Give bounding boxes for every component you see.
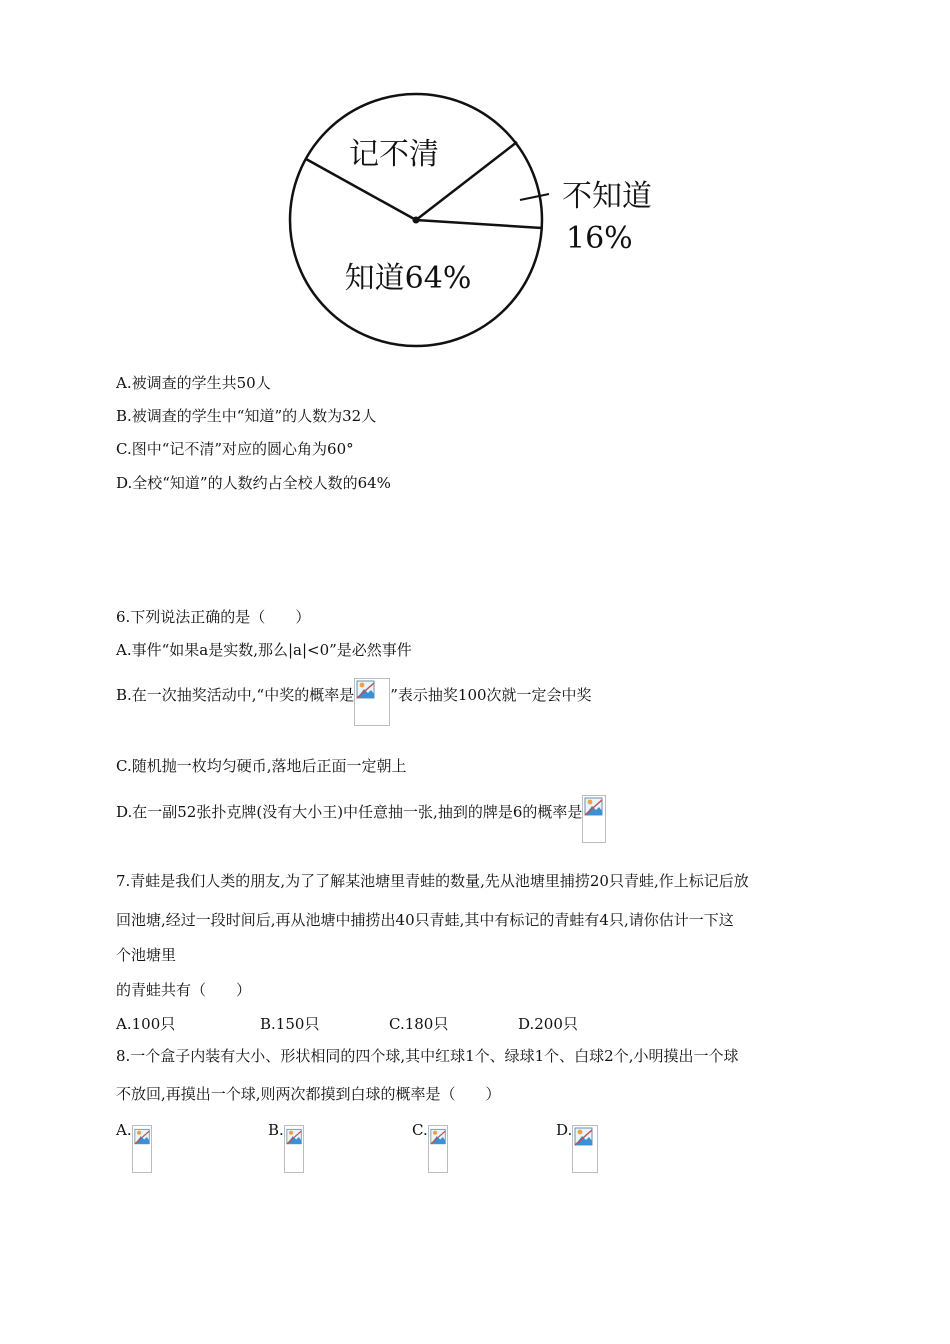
q8-option-c-label: C. [412, 1121, 428, 1139]
slice-label-unknown-name: 不知道 [562, 179, 652, 214]
q6-option-d-text: D.在一副52张扑克牌(没有大小王)中任意抽一张,抽到的牌是6的概率是 [116, 803, 583, 821]
broken-image-icon [582, 795, 606, 843]
q8-option-a [116, 1121, 152, 1173]
pie-chart [284, 92, 668, 350]
q6-option-a: A.事件“如果a是实数,那么|a|<0”是必然事件 [116, 641, 412, 659]
q6-option-b-text-before: B.在一次抽奖活动中,“中奖的概率是 [116, 686, 355, 704]
q7-option-b: B.150只 [260, 1015, 320, 1033]
q7-option-c: C.180只 [389, 1015, 449, 1033]
broken-image-icon [354, 678, 390, 726]
q6-option-c: C.随机抛一枚均匀硬币,落地后正面一定朝上 [116, 757, 407, 775]
q7-line-4: 的青蛙共有（ ） [116, 981, 252, 999]
slice-label-unclear: 记不清 [349, 137, 439, 172]
q5-option-c: C.图中“记不清”对应的圆心角为60° [116, 440, 354, 458]
q8-line-1: 8.一个盒子内装有大小、形状相同的四个球,其中红球1个、绿球1个、白球2个,小明摸出一个球 [116, 1047, 739, 1065]
pie-center-dot [413, 217, 420, 224]
broken-image-icon [132, 1125, 152, 1173]
q8-option-c [412, 1121, 448, 1173]
q7-line-1: 7.青蛙是我们人类的朋友,为了了解某池塘里青蛙的数量,先从池塘里捕捞20只青蛙,作上标记后放 [116, 872, 749, 890]
q7-option-a: A.100只 [116, 1015, 176, 1033]
q8-option-b-label: B. [268, 1121, 284, 1139]
slice-label-known: 知道64% [344, 261, 472, 296]
q5-option-a: A.被调查的学生共50人 [116, 374, 271, 392]
broken-image-icon [572, 1125, 598, 1173]
q8-option-d [556, 1121, 598, 1173]
q7-line-2: 回池塘,经过一段时间后,再从池塘中捕捞出40只青蛙,其中有标记的青蛙有4只,请你估计一下这 [116, 911, 734, 929]
pie-chart-figure [284, 92, 668, 350]
q5-option-b: B.被调查的学生中“知道”的人数为32人 [116, 407, 377, 425]
q7-line-3: 个池塘里 [116, 946, 177, 964]
q8-option-b [268, 1121, 304, 1173]
q6-option-d [116, 801, 606, 843]
pie-leader-line [520, 194, 549, 200]
slice-label-unknown-pct: 16% [566, 221, 633, 256]
q8-option-a-label: A. [116, 1121, 132, 1139]
broken-image-icon [284, 1125, 304, 1173]
q8-line-2: 不放回,再摸出一个球,则两次都摸到白球的概率是（ ） [116, 1085, 501, 1103]
q6-option-b-text-after: ”表示抽奖100次就一定会中奖 [390, 686, 592, 704]
broken-image-icon [428, 1125, 448, 1173]
q8-option-d-label: D. [556, 1121, 573, 1139]
q5-option-d: D.全校“知道”的人数约占全校人数的64% [116, 474, 391, 492]
q6-stem: 6.下列说法正确的是（ ） [116, 608, 311, 626]
q6-option-b [116, 684, 592, 726]
pie-divider-unknown-known [416, 220, 542, 228]
q7-option-d: D.200只 [518, 1015, 578, 1033]
